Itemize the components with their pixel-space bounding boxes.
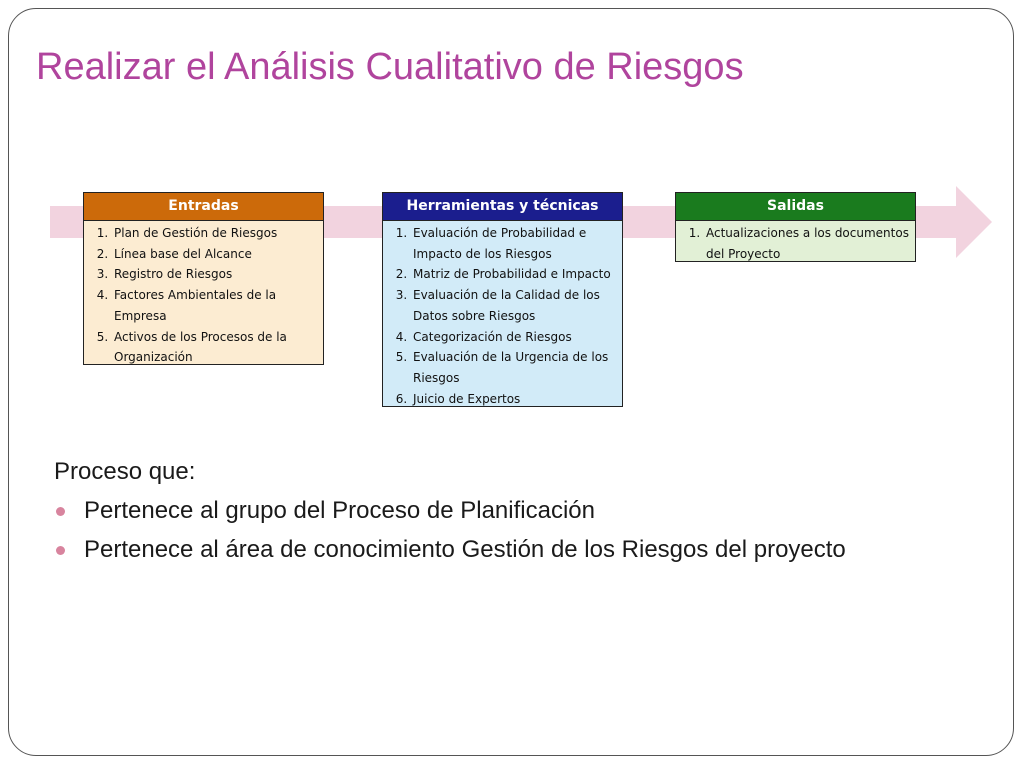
process-section: [54, 456, 954, 574]
slide-title: Realizar el Análisis Cualitativo de Riesgos: [36, 46, 744, 88]
bullet-item: [54, 535, 954, 564]
list-item: 1. Actualizaciones a los documentos del Proyecto: [704, 223, 909, 264]
list-item: 3. Evaluación de la Calidad de los Datos sobre Riesgos: [411, 285, 616, 326]
bullet-item: [54, 496, 954, 525]
bullet-text: Pertenece al grupo del Proceso de Planificación: [84, 497, 595, 524]
tools-header: Herramientas y técnicas: [383, 193, 622, 221]
list-item: 1. Evaluación de Probabilidad e Impacto de los Riesgos: [411, 223, 616, 264]
tools-list: [383, 221, 622, 409]
inputs-box: [83, 192, 324, 365]
outputs-list: [676, 221, 915, 264]
list-item: 4. Categorización de Riesgos: [411, 327, 616, 348]
bullet-icon: [56, 546, 65, 555]
list-item: 1. Plan de Gestión de Riesgos: [112, 223, 317, 244]
list-item: 3. Registro de Riesgos: [112, 264, 317, 285]
list-item: 5. Evaluación de la Urgencia de los Riesgos: [411, 347, 616, 388]
bullet-text: Pertenece al área de conocimiento Gestión de los Riesgos del proyecto: [84, 536, 846, 563]
list-item: 2. Matriz de Probabilidad e Impacto: [411, 264, 616, 285]
outputs-header: Salidas: [676, 193, 915, 221]
process-bullets: [54, 496, 954, 564]
list-item: 2. Línea base del Alcance: [112, 244, 317, 265]
bullet-icon: [56, 507, 65, 516]
inputs-list: [84, 221, 323, 368]
list-item: 5. Activos de los Procesos de la Organización: [112, 327, 317, 368]
outputs-box: [675, 192, 916, 262]
inputs-header: Entradas: [84, 193, 323, 221]
process-heading: Proceso que:: [54, 458, 196, 485]
list-item: 4. Factores Ambientales de la Empresa: [112, 285, 317, 326]
list-item: 6. Juicio de Expertos: [411, 389, 616, 410]
tools-box: [382, 192, 623, 407]
